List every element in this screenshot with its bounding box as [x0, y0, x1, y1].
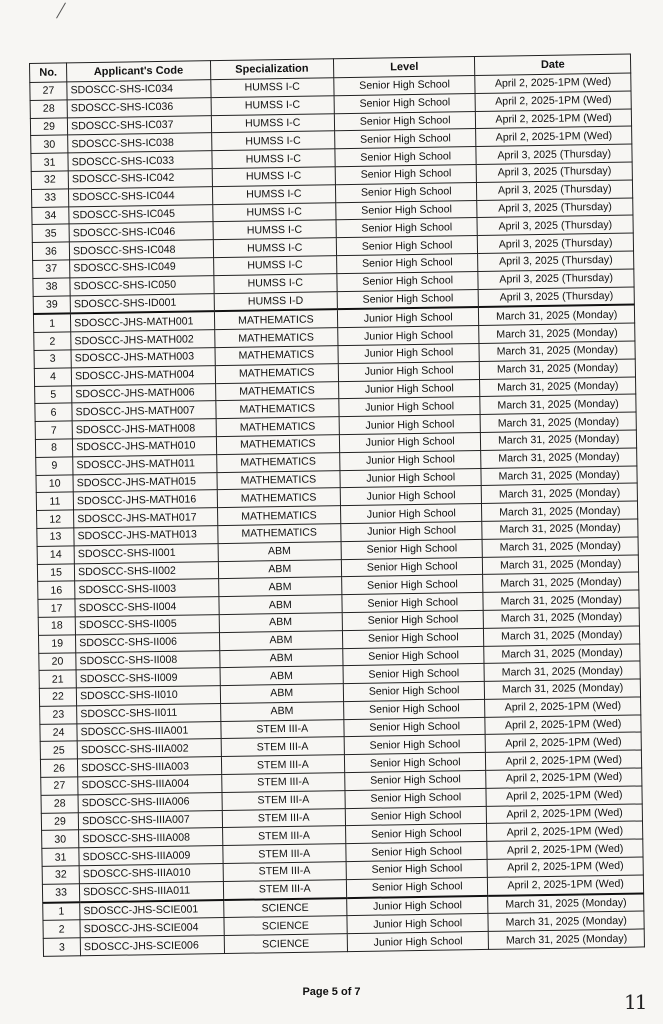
cell-no: 1 [33, 314, 70, 333]
cell-specialization: MATHEMATICS [217, 488, 341, 508]
cell-date: April 2, 2025-1PM (Wed) [487, 804, 643, 824]
cell-date: April 3, 2025 (Thursday) [477, 180, 633, 200]
cell-date: April 2, 2025-1PM (Wed) [488, 857, 644, 877]
cell-no: 27 [41, 777, 78, 795]
cell-date: March 31, 2025 (Monday) [488, 911, 644, 931]
cell-date: March 31, 2025 (Monday) [485, 679, 641, 699]
cell-no: 38 [33, 278, 70, 296]
cell-applicant-code: SDOSCC-SHS-IIIA011 [80, 881, 224, 902]
cell-applicant-code: SDOSCC-SHS-II003 [75, 579, 219, 599]
cell-applicant-code: SDOSCC-SHS-IC033 [68, 151, 212, 171]
cell-no: 18 [38, 617, 75, 635]
cell-date: April 2, 2025-1PM (Wed) [486, 732, 642, 752]
cell-specialization: HUMSS I-C [211, 113, 335, 133]
cell-applicant-code: SDOSCC-JHS-MATH008 [72, 419, 216, 439]
cell-level: Senior High School [336, 236, 478, 256]
cell-no: 26 [40, 759, 77, 777]
cell-level: Senior High School [336, 200, 478, 220]
cell-applicant-code: SDOSCC-SHS-II008 [76, 650, 220, 670]
cell-applicant-code: SDOSCC-SHS-IIIA006 [78, 792, 222, 812]
cell-level: Senior High School [335, 164, 477, 184]
cell-specialization: HUMSS I-C [213, 256, 337, 276]
cell-specialization: STEM III-A [222, 826, 346, 846]
cell-level: Junior High School [339, 415, 481, 435]
cell-date: April 2, 2025-1PM (Wed) [475, 73, 631, 93]
cell-no: 9 [36, 457, 73, 475]
cell-no: 39 [33, 295, 70, 314]
cell-applicant-code: SDOSCC-JHS-MATH017 [74, 508, 218, 528]
cell-specialization: ABM [218, 541, 342, 561]
cell-date: March 31, 2025 (Monday) [483, 555, 639, 575]
cell-date: March 31, 2025 (Monday) [484, 608, 640, 628]
cell-specialization: ABM [218, 595, 342, 615]
cell-no: 28 [30, 100, 67, 118]
cell-level: Junior High School [347, 896, 489, 917]
cell-specialization: HUMSS I-C [213, 220, 337, 240]
cell-date: April 2, 2025-1PM (Wed) [485, 697, 641, 717]
cell-specialization: STEM III-A [223, 862, 347, 882]
cell-applicant-code: SDOSCC-SHS-II006 [76, 632, 220, 652]
cell-date: March 31, 2025 (Monday) [482, 537, 638, 557]
cell-no: 30 [42, 830, 79, 848]
schedule-sheet [29, 54, 645, 957]
cell-date: April 3, 2025 (Thursday) [476, 144, 632, 164]
cell-level: Junior High School [338, 361, 480, 381]
cell-specialization: ABM [218, 559, 342, 579]
cell-specialization: HUMSS I-C [210, 78, 334, 98]
cell-level: Senior High School [343, 664, 485, 684]
cell-applicant-code: SDOSCC-SHS-IC045 [69, 204, 213, 224]
cell-specialization: MATHEMATICS [216, 417, 340, 437]
cell-no: 4 [34, 368, 71, 386]
pen-stroke [56, 2, 66, 18]
cell-level: Senior High School [337, 253, 479, 273]
cell-applicant-code: SDOSCC-SHS-IC036 [67, 97, 211, 117]
cell-no: 3 [34, 350, 71, 368]
cell-applicant-code: SDOSCC-SHS-IIIA003 [78, 757, 222, 777]
cell-applicant-code: SDOSCC-SHS-IC042 [68, 169, 212, 189]
cell-specialization: ABM [220, 684, 344, 704]
header-date: Date [475, 54, 631, 75]
cell-applicant-code: SDOSCC-SHS-II002 [74, 561, 218, 581]
cell-date: March 31, 2025 (Monday) [481, 466, 637, 486]
cell-date: April 3, 2025 (Thursday) [478, 251, 634, 271]
cell-date: April 2, 2025-1PM (Wed) [488, 875, 644, 896]
cell-no: 29 [30, 117, 67, 135]
cell-no: 34 [32, 206, 69, 224]
cell-level: Junior High School [347, 914, 489, 934]
cell-date: April 3, 2025 (Thursday) [479, 287, 635, 308]
cell-date: April 3, 2025 (Thursday) [477, 162, 633, 182]
cell-level: Junior High School [340, 468, 482, 488]
cell-applicant-code: SDOSCC-SHS-II011 [77, 703, 221, 723]
cell-date: April 3, 2025 (Thursday) [477, 215, 633, 235]
cell-level: Senior High School [334, 111, 476, 131]
cell-applicant-code: SDOSCC-JHS-SCIE006 [80, 936, 224, 956]
cell-level: Junior High School [339, 379, 481, 399]
cell-applicant-code: SDOSCC-SHS-IC034 [67, 80, 211, 100]
cell-specialization: MATHEMATICS [217, 524, 341, 544]
cell-date: April 2, 2025-1PM (Wed) [476, 126, 632, 146]
cell-date: March 31, 2025 (Monday) [481, 448, 637, 468]
cell-date: March 31, 2025 (Monday) [483, 572, 639, 592]
cell-no: 21 [39, 670, 76, 688]
cell-applicant-code: SDOSCC-SHS-II005 [75, 614, 219, 634]
cell-applicant-code: SDOSCC-JHS-MATH016 [73, 490, 217, 510]
cell-level: Junior High School [340, 486, 482, 506]
cell-no: 23 [40, 706, 77, 724]
cell-date: March 31, 2025 (Monday) [484, 661, 640, 681]
cell-level: Junior High School [338, 326, 480, 346]
cell-level: Senior High School [334, 75, 476, 95]
cell-specialization: STEM III-A [221, 737, 345, 757]
cell-applicant-code: SDOSCC-SHS-IC048 [69, 240, 213, 260]
cell-date: April 3, 2025 (Thursday) [478, 233, 634, 253]
cell-specialization: ABM [220, 702, 344, 722]
header-applicant-code: Applicant's Code [67, 61, 211, 82]
cell-applicant-code: SDOSCC-SHS-II010 [76, 686, 220, 706]
cell-specialization: MATHEMATICS [217, 470, 341, 490]
cell-no: 25 [40, 741, 77, 759]
cell-level: Senior High School [335, 182, 477, 202]
cell-no: 36 [32, 242, 69, 260]
cell-specialization: STEM III-A [222, 791, 346, 811]
cell-specialization: HUMSS I-C [212, 167, 336, 187]
handwritten-mark: 11 [624, 990, 646, 1014]
cell-level: Senior High School [341, 539, 483, 559]
cell-no: 35 [32, 224, 69, 242]
table-body [30, 73, 645, 956]
cell-date: March 31, 2025 (Monday) [482, 501, 638, 521]
cell-applicant-code: SDOSCC-SHS-IIIA008 [79, 828, 223, 848]
cell-specialization: MATHEMATICS [215, 363, 339, 383]
cell-date: April 2, 2025-1PM (Wed) [487, 821, 643, 841]
cell-no: 6 [35, 403, 72, 421]
cell-specialization: STEM III-A [221, 755, 345, 775]
cell-no: 29 [41, 812, 78, 830]
cell-date: March 31, 2025 (Monday) [489, 929, 645, 949]
cell-specialization: MATHEMATICS [215, 399, 339, 419]
cell-specialization: HUMSS I-C [213, 238, 337, 258]
cell-applicant-code: SDOSCC-SHS-IIIA002 [77, 739, 221, 759]
cell-applicant-code: SDOSCC-SHS-IIIA009 [79, 846, 223, 866]
cell-specialization: SCIENCE [223, 898, 347, 918]
cell-date: April 2, 2025-1PM (Wed) [476, 109, 632, 129]
cell-date: April 3, 2025 (Thursday) [477, 198, 633, 218]
cell-level: Senior High School [346, 877, 488, 898]
cell-applicant-code: SDOSCC-SHS-ID001 [70, 293, 214, 314]
cell-applicant-code: SDOSCC-SHS-II004 [75, 597, 219, 617]
cell-level: Junior High School [339, 397, 481, 417]
cell-level: Junior High School [340, 450, 482, 470]
cell-applicant-code: SDOSCC-SHS-II001 [74, 543, 218, 563]
cell-date: April 2, 2025-1PM (Wed) [475, 91, 631, 111]
cell-level: Junior High School [341, 521, 483, 541]
header-no: No. [30, 63, 67, 83]
cell-level: Senior High School [334, 93, 476, 113]
cell-date: March 31, 2025 (Monday) [482, 519, 638, 539]
cell-level: Senior High School [344, 753, 486, 773]
cell-date: April 2, 2025-1PM (Wed) [485, 715, 641, 735]
cell-specialization: MATHEMATICS [216, 435, 340, 455]
cell-level: Senior High School [345, 770, 487, 790]
cell-date: March 31, 2025 (Monday) [480, 377, 636, 397]
cell-date: April 2, 2025-1PM (Wed) [486, 786, 642, 806]
cell-level: Senior High School [342, 593, 484, 613]
cell-applicant-code: SDOSCC-JHS-MATH006 [72, 383, 216, 403]
cell-no: 2 [43, 920, 80, 938]
cell-level: Senior High School [337, 289, 479, 310]
cell-no: 19 [38, 635, 75, 653]
header-specialization: Specialization [210, 59, 334, 80]
cell-specialization: MATHEMATICS [214, 328, 338, 348]
cell-no: 7 [35, 421, 72, 439]
cell-specialization: HUMSS I-D [214, 291, 338, 311]
cell-applicant-code: SDOSCC-SHS-IC044 [69, 186, 213, 206]
cell-level: Junior High School [339, 432, 481, 452]
cell-applicant-code: SDOSCC-JHS-MATH001 [71, 311, 215, 332]
cell-applicant-code: SDOSCC-SHS-IC050 [70, 275, 214, 295]
cell-no: 2 [34, 332, 71, 350]
cell-level: Senior High School [342, 610, 484, 630]
cell-applicant-code: SDOSCC-JHS-MATH011 [73, 454, 217, 474]
cell-specialization: ABM [219, 630, 343, 650]
cell-applicant-code: SDOSCC-SHS-IC037 [67, 115, 211, 135]
cell-specialization: HUMSS I-C [213, 273, 337, 293]
cell-specialization: SCIENCE [224, 916, 348, 936]
cell-specialization: STEM III-A [222, 808, 346, 828]
cell-no: 22 [39, 688, 76, 706]
cell-level: Senior High School [344, 699, 486, 719]
cell-applicant-code: SDOSCC-SHS-IIIA001 [77, 721, 221, 741]
cell-applicant-code: SDOSCC-SHS-IIIA010 [79, 864, 223, 884]
cell-no: 24 [40, 724, 77, 742]
cell-applicant-code: SDOSCC-SHS-II009 [76, 668, 220, 688]
cell-no: 37 [33, 260, 70, 278]
cell-level: Senior High School [335, 129, 477, 149]
cell-applicant-code: SDOSCC-SHS-IIIA007 [78, 810, 222, 830]
cell-level: Senior High School [346, 824, 488, 844]
cell-no: 20 [39, 652, 76, 670]
cell-specialization: STEM III-A [220, 719, 344, 739]
cell-level: Senior High School [341, 557, 483, 577]
cell-level: Senior High School [337, 271, 479, 291]
cell-specialization: SCIENCE [224, 934, 348, 954]
cell-specialization: MATHEMATICS [215, 381, 339, 401]
cell-applicant-code: SDOSCC-SHS-IC046 [69, 222, 213, 242]
cell-date: April 2, 2025-1PM (Wed) [486, 750, 642, 770]
cell-specialization: HUMSS I-C [212, 202, 336, 222]
cell-specialization: STEM III-A [223, 879, 347, 899]
cell-no: 16 [38, 581, 75, 599]
cell-no: 31 [42, 848, 79, 866]
cell-level: Senior High School [344, 735, 486, 755]
cell-specialization: MATHEMATICS [216, 452, 340, 472]
cell-no: 31 [31, 153, 68, 171]
cell-date: March 31, 2025 (Monday) [479, 341, 635, 361]
cell-level: Senior High School [342, 575, 484, 595]
cell-date: March 31, 2025 (Monday) [483, 590, 639, 610]
cell-applicant-code: SDOSCC-JHS-MATH002 [71, 330, 215, 350]
page-number: Page 5 of 7 [302, 986, 361, 998]
cell-applicant-code: SDOSCC-JHS-SCIE001 [80, 900, 224, 921]
cell-no: 15 [37, 563, 74, 581]
cell-date: March 31, 2025 (Monday) [488, 893, 644, 914]
cell-applicant-code: SDOSCC-JHS-MATH015 [73, 472, 217, 492]
cell-no: 8 [35, 439, 72, 457]
cell-no: 27 [30, 82, 67, 100]
cell-no: 32 [42, 866, 79, 884]
cell-specialization: MATHEMATICS [214, 310, 338, 330]
cell-no: 17 [38, 599, 75, 617]
cell-applicant-code: SDOSCC-JHS-MATH010 [73, 437, 217, 457]
cell-date: March 31, 2025 (Monday) [484, 643, 640, 663]
cell-level: Senior High School [342, 628, 484, 648]
header-level: Level [333, 56, 475, 77]
cell-applicant-code: SDOSCC-SHS-IIIA004 [78, 775, 222, 795]
cell-specialization: HUMSS I-C [211, 149, 335, 169]
cell-level: Senior High School [346, 859, 488, 879]
cell-level: Senior High School [345, 788, 487, 808]
cell-level: Senior High School [343, 646, 485, 666]
cell-no: 12 [37, 510, 74, 528]
cell-no: 28 [41, 795, 78, 813]
cell-level: Junior High School [347, 932, 489, 952]
cell-applicant-code: SDOSCC-JHS-SCIE004 [80, 918, 224, 938]
cell-level: Junior High School [338, 343, 480, 363]
cell-no: 33 [42, 884, 79, 903]
cell-date: March 31, 2025 (Monday) [481, 430, 637, 450]
cell-no: 13 [37, 528, 74, 546]
cell-specialization: ABM [218, 577, 342, 597]
cell-date: March 31, 2025 (Monday) [482, 483, 638, 503]
cell-no: 33 [31, 189, 68, 207]
cell-date: April 2, 2025-1PM (Wed) [487, 839, 643, 859]
cell-date: April 3, 2025 (Thursday) [478, 269, 634, 289]
cell-applicant-code: SDOSCC-JHS-MATH007 [72, 401, 216, 421]
cell-specialization: MATHEMATICS [215, 346, 339, 366]
cell-applicant-code: SDOSCC-JHS-MATH013 [74, 526, 218, 546]
cell-specialization: ABM [220, 666, 344, 686]
cell-applicant-code: SDOSCC-JHS-MATH003 [71, 348, 215, 368]
cell-specialization: HUMSS I-C [211, 96, 335, 116]
cell-no: 5 [35, 385, 72, 403]
cell-no: 30 [31, 135, 68, 153]
cell-level: Senior High School [335, 147, 477, 167]
cell-no: 32 [31, 171, 68, 189]
cell-specialization: ABM [219, 613, 343, 633]
cell-specialization: HUMSS I-C [211, 131, 335, 151]
cell-level: Senior High School [345, 806, 487, 826]
cell-level: Senior High School [336, 218, 478, 238]
cell-level: Senior High School [343, 682, 485, 702]
cell-date: April 2, 2025-1PM (Wed) [486, 768, 642, 788]
cell-level: Junior High School [340, 504, 482, 524]
cell-date: March 31, 2025 (Monday) [481, 412, 637, 432]
cell-applicant-code: SDOSCC-JHS-MATH004 [71, 365, 215, 385]
cell-applicant-code: SDOSCC-SHS-IC049 [70, 258, 214, 278]
cell-no: 10 [36, 474, 73, 492]
cell-date: March 31, 2025 (Monday) [479, 305, 635, 326]
cell-level: Junior High School [337, 307, 479, 328]
cell-no: 1 [43, 902, 80, 921]
cell-date: March 31, 2025 (Monday) [480, 359, 636, 379]
cell-specialization: STEM III-A [221, 773, 345, 793]
cell-specialization: MATHEMATICS [217, 506, 341, 526]
cell-date: March 31, 2025 (Monday) [479, 323, 635, 343]
cell-specialization: ABM [219, 648, 343, 668]
cell-applicant-code: SDOSCC-SHS-IC038 [68, 133, 212, 153]
cell-no: 3 [43, 938, 80, 956]
cell-level: Senior High School [344, 717, 486, 737]
cell-level: Senior High School [346, 842, 488, 862]
cell-specialization: HUMSS I-C [212, 184, 336, 204]
cell-no: 14 [37, 546, 74, 564]
cell-date: March 31, 2025 (Monday) [484, 626, 640, 646]
applicant-schedule-table [29, 54, 645, 957]
cell-specialization: STEM III-A [222, 844, 346, 864]
cell-date: March 31, 2025 (Monday) [480, 394, 636, 414]
cell-no: 11 [36, 492, 73, 510]
